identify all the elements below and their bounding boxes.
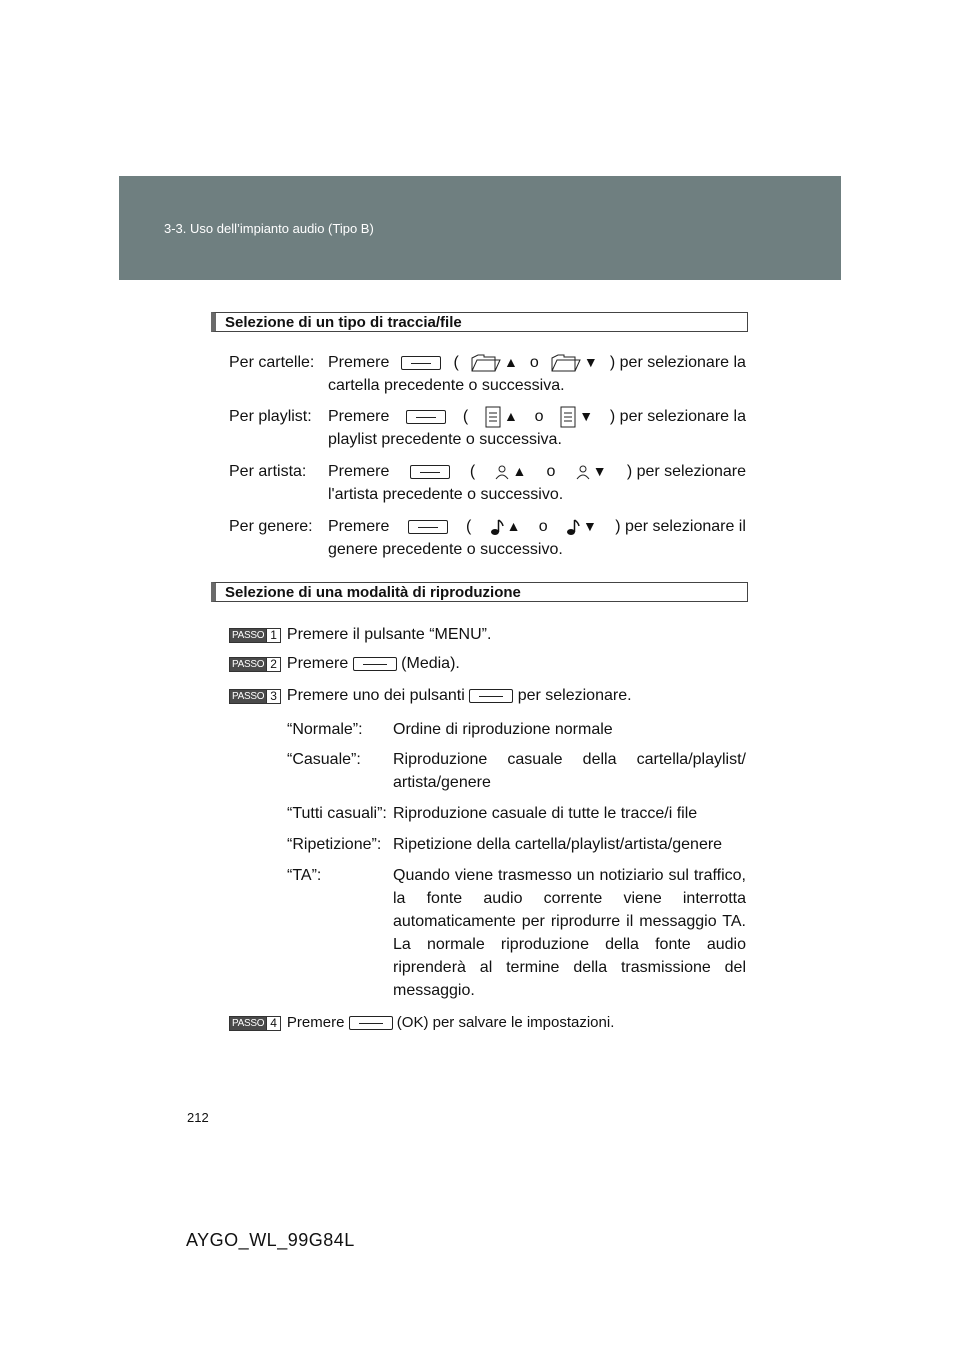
button-icon [469,689,513,703]
button-icon [408,520,448,534]
step-1 [229,624,491,646]
step-badge: PASSO 3 [229,689,281,704]
section-title: Selezione di una modalità di riproduzione [225,584,521,601]
playlist-up-icon: ▲ [485,405,518,428]
button-icon [353,657,397,671]
folder-down-icon: ▼ [551,351,598,374]
artist-down-icon: ▼ [576,460,607,483]
page-number: 212 [187,1110,209,1125]
music-note-up-icon: ▲ [490,515,521,538]
step-badge: PASSO 2 [229,657,281,672]
button-icon [401,356,441,370]
playlist-down-icon: ▼ [560,405,593,428]
artist-up-icon: ▲ [495,460,526,483]
row-label: Per cartelle: [229,354,315,371]
verb: Premere [328,518,390,535]
section-title-bar-playback-mode [211,582,748,602]
folder-up-icon: ▲ [471,351,518,374]
button-icon [406,410,446,424]
verb: Premere [328,408,390,425]
row-continuation: l'artista precedente o successivo. [328,486,564,503]
verb: Premere [328,463,390,480]
step-badge: PASSO 1 [229,628,281,643]
chapter-title: 3-3. Uso dell’impianto audio (Tipo B) [164,221,374,236]
section-title-bar-track-type [211,312,748,332]
document-id: AYGO_WL_99G84L [186,1230,355,1250]
row-continuation: playlist precedente o successiva. [328,431,562,448]
button-icon [410,465,450,479]
chapter-header [119,176,841,280]
section-title: Selezione di un tipo di traccia/file [225,314,462,331]
music-note-down-icon: ▼ [566,515,597,538]
row-label: Per genere: [229,518,313,535]
step-3: PASSO 3 Premere uno dei pulsanti per selezionare. [229,685,632,707]
step-4: PASSO 4 Premere (OK) per salvare le impostazioni. [229,1012,614,1034]
step-text: Premere il pulsante “MENU”. [286,626,492,643]
verb: Premere [328,354,390,371]
step-badge: PASSO 4 [229,1016,281,1031]
row-label: Per playlist: [229,408,312,425]
row-label: Per artista: [229,463,307,480]
button-icon [349,1016,393,1030]
step-2: PASSO 2 Premere (Media). [229,653,460,675]
row-continuation: cartella precedente o successiva. [328,377,565,394]
row-continuation: genere precedente o successivo. [328,541,563,558]
